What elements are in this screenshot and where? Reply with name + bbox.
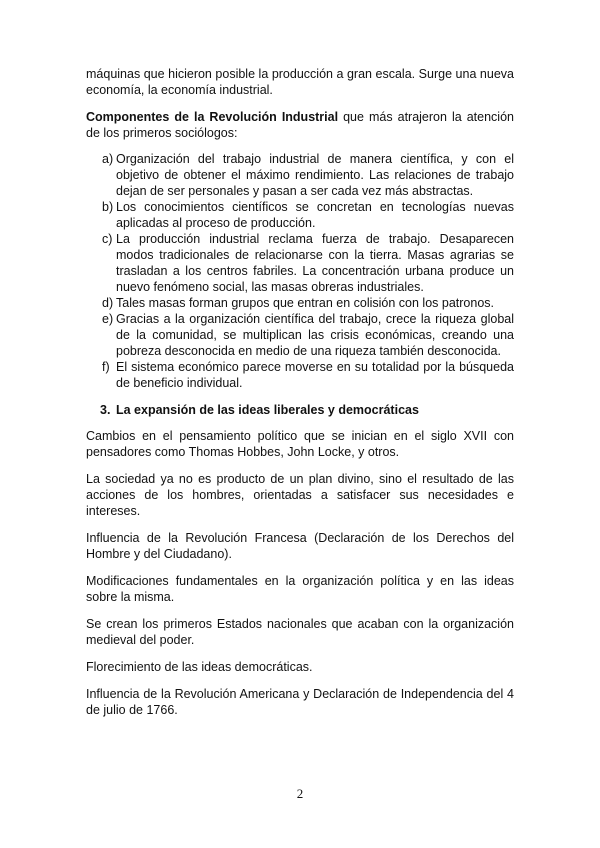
- section-number: 3.: [100, 403, 111, 417]
- document-page: [86, 66, 514, 729]
- list-item: [86, 311, 514, 359]
- list-marker: a): [102, 152, 114, 166]
- list-item: [86, 231, 514, 295]
- components-heading: Componentes de la Revolución Industrial: [86, 110, 339, 124]
- list-item-text: El sistema económico parece moverse en su totalidad por la búsqueda de beneficio individual.: [116, 360, 514, 390]
- body-paragraph: Influencia de la Revolución Americana y Declaración de Independencia del 4 de julio de 1766.: [86, 687, 514, 717]
- list-item: [86, 359, 514, 391]
- list-item-text: Tales masas forman grupos que entran en colisión con los patronos.: [116, 296, 494, 310]
- list-marker: f): [102, 360, 110, 374]
- list-item-text: Organización del trabajo industrial de manera científica, y con el objetivo de obtener el máximo rendimiento. Las relaciones de trabajo dejan de ser personales y pasan a ser cada vez más abstractas.: [116, 152, 514, 198]
- list-marker: b): [102, 200, 114, 214]
- list-marker: e): [102, 312, 114, 326]
- section-title: La expansión de las ideas liberales y democráticas: [116, 403, 419, 417]
- components-intro: [86, 109, 514, 141]
- list-item-text: La producción industrial reclama fuerza de trabajo. Desaparecen modos tradicionales de relacionarse con la tierra. Masas agrarias se trasladan a los centros fabriles. La concentración urbana produce un nuevo fenómeno social, las masas obreras industriales.: [116, 232, 514, 294]
- intro-paragraph: máquinas que hicieron posible la producción a gran escala. Surge una nueva economía, la economía industrial.: [86, 67, 514, 97]
- body-paragraph: La sociedad ya no es producto de un plan divino, sino el resultado de las acciones de los hombres, orientadas a satisfacer sus necesidades e intereses.: [86, 472, 514, 518]
- components-heading-rest: que más atrajeron la atención de los primeros sociólogos:: [86, 110, 514, 140]
- body-paragraph: Se crean los primeros Estados nacionales que acaban con la organización medieval del poder.: [86, 617, 514, 647]
- list-marker: c): [102, 232, 113, 246]
- page-number: 2: [296, 786, 304, 801]
- list-marker: d): [102, 296, 114, 310]
- body-paragraph: Influencia de la Revolución Francesa (Declaración de los Derechos del Hombre y del Ciudadano).: [86, 531, 514, 561]
- body-paragraph: Florecimiento de las ideas democráticas.: [86, 660, 313, 674]
- list-item-text: Los conocimientos científicos se concretan en tecnologías nuevas aplicadas al proceso de producción.: [116, 200, 514, 230]
- list-item: [86, 295, 514, 311]
- list-item-text: Gracias a la organización científica del trabajo, crece la riqueza global de la comunidad, se multiplican las crisis económicas, creando una pobreza desconocida en medio de una riqueza también desconocida.: [116, 312, 514, 358]
- components-list: [86, 151, 514, 391]
- list-item: [86, 199, 514, 231]
- body-paragraph: Cambios en el pensamiento político que se inician en el siglo XVII con pensadores como Thomas Hobbes, John Locke, y otros.: [86, 429, 514, 459]
- section-heading: [86, 402, 514, 418]
- body-paragraph: Modificaciones fundamentales en la organización política y en las ideas sobre la misma.: [86, 574, 514, 604]
- list-item: [86, 151, 514, 199]
